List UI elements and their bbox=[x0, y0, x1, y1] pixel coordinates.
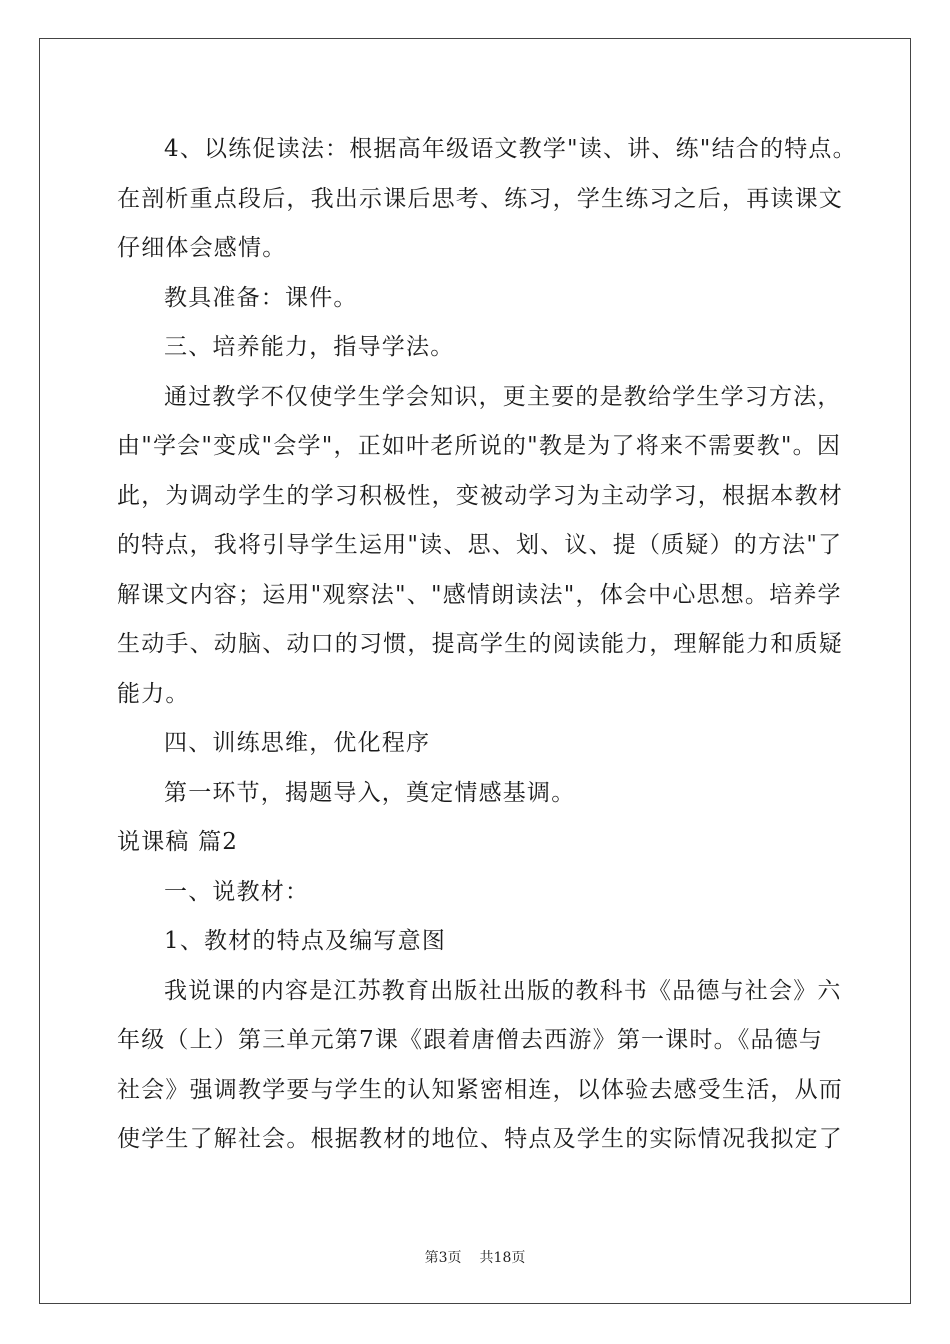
text-line-11: 生动手、动脑、动口的习惯，提高学生的阅读能力，理解能力和质疑 bbox=[117, 631, 843, 657]
text-line-7: 由"学会"变成"会学"，正如叶老所说的"教是为了将来不需要教"。因 bbox=[117, 433, 842, 459]
text-line-20: 社会》强调教学要与学生的认知紧密相连，以体验去感受生活，从而 bbox=[117, 1076, 843, 1103]
section-heading-3: 三、培养能力，指导学法。 bbox=[164, 334, 455, 360]
document-body bbox=[117, 125, 857, 1165]
text-line-12: 能力。 bbox=[117, 680, 190, 707]
text-line-14: 第一环节，揭题导入，奠定情感基调。 bbox=[164, 779, 576, 806]
text-line-1: 4、以练促读法：根据高年级语文教学"读、讲、练"结合的特点。 bbox=[164, 136, 857, 162]
article-title: 说课稿 篇2 bbox=[117, 829, 239, 855]
text-line-21: 使学生了解社会。根据教材的地位、特点及学生的实际情况我拟定了 bbox=[117, 1126, 843, 1152]
section-heading-1: 一、说教材： bbox=[164, 878, 310, 905]
page-number: 第3页 bbox=[424, 1250, 462, 1266]
text-line-9: 的特点，我将引导学生运用"读、思、划、议、提（质疑）的方法"了 bbox=[117, 532, 843, 558]
page-total: 共18页 bbox=[479, 1250, 526, 1266]
text-line-2: 在剖析重点段后，我出示课后思考、练习，学生练习之后，再读课文 bbox=[117, 185, 843, 212]
text-line-6: 通过教学不仅使学生学会知识，更主要的是教给学生学习方法， bbox=[164, 383, 842, 410]
subsection-heading-1: 1、教材的特点及编写意图 bbox=[164, 928, 447, 954]
text-line-3: 仔细体会感情。 bbox=[117, 235, 287, 261]
text-line-19: 年级（上）第三单元第7课《跟着唐僧去西游》第一课时。《品德与 bbox=[117, 1027, 824, 1053]
text-line-10: 解课文内容；运用"观察法"、"感情朗读法"，体会中心思想。培养学 bbox=[117, 581, 842, 608]
text-line-8: 此，为调动学生的学习积极性，变被动学习为主动学习，根据本教材 bbox=[117, 482, 843, 509]
text-line-18: 我说课的内容是江苏教育出版社出版的教科书《品德与社会》六 bbox=[164, 977, 842, 1004]
page-footer bbox=[0, 1247, 950, 1267]
section-heading-4: 四、训练思维，优化程序 bbox=[164, 730, 431, 756]
text-line-4: 教具准备：课件。 bbox=[164, 284, 358, 311]
